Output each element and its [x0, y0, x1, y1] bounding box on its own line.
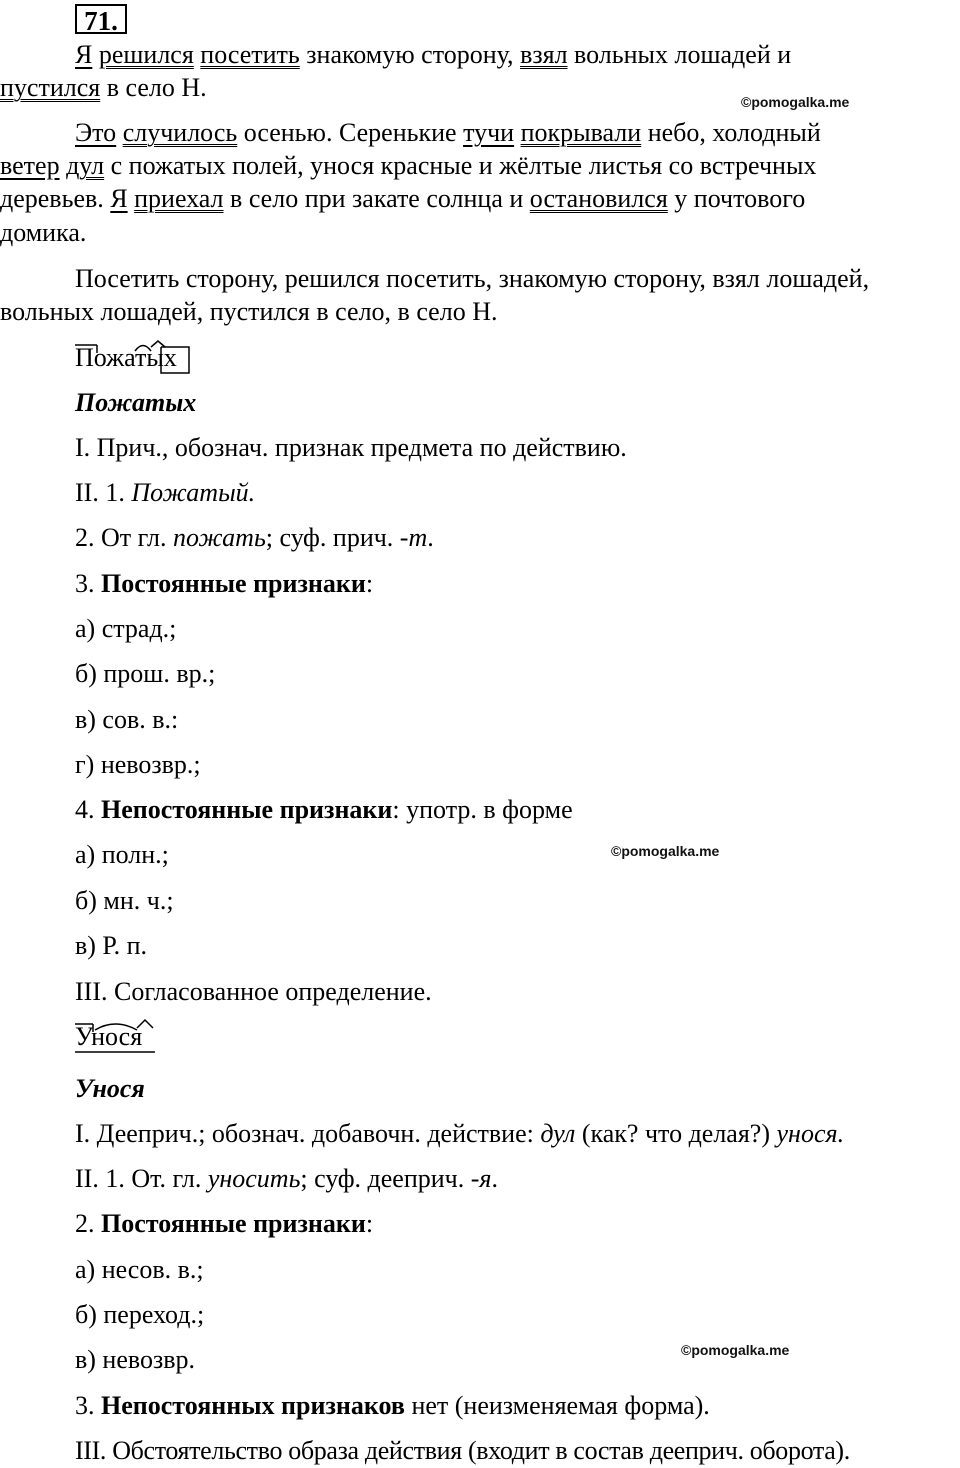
- word1-p7: в) сов. в.:: [75, 705, 179, 734]
- paragraph2-line3: [0, 184, 805, 214]
- text: в село Н.: [100, 73, 207, 102]
- text: II. 1. От. гл.: [75, 1164, 208, 1193]
- text: знакомую сторону,: [299, 40, 521, 69]
- text: :: [365, 1209, 374, 1238]
- word2-p8: III. Обстоятельство образа действия (входит в состав дееприч. оборота).: [75, 1436, 850, 1465]
- subject-word: Я: [75, 40, 93, 69]
- watermark: ©pomogalka.me: [741, 94, 850, 110]
- word2-p6: в) невозвр.: [75, 1345, 196, 1374]
- watermark: ©pomogalka.me: [611, 843, 720, 859]
- text: нет (неизменяемая форма).: [404, 1391, 710, 1420]
- paragraph1-line2: [0, 73, 207, 103]
- word2-heading: Унося: [75, 1074, 145, 1103]
- text: 2.: [75, 1209, 101, 1238]
- text: вольных лошадей и: [567, 40, 792, 69]
- word1-p4: [75, 569, 373, 599]
- word2-p3: [75, 1209, 373, 1239]
- text: :: [365, 569, 374, 598]
- subject-word: Я: [110, 184, 128, 213]
- word1-p3: [75, 523, 434, 553]
- predicate-word: решился: [98, 40, 194, 69]
- text: (как? что делая?): [575, 1119, 777, 1148]
- word1-p8: г) невозвр.;: [75, 750, 201, 779]
- word1-p9: [75, 795, 573, 825]
- word1-p12: в) Р. п.: [75, 931, 148, 960]
- paragraph2-line1: [75, 118, 821, 148]
- bold-text: Постоянные признаки: [101, 1209, 366, 1238]
- text: ; суф. дееприч. -: [300, 1164, 480, 1193]
- italic-text: дул: [540, 1119, 576, 1148]
- predicate-word: дул: [66, 151, 105, 180]
- word2-p2: [75, 1164, 498, 1194]
- morph-word: Пожатых: [75, 343, 177, 372]
- morphemic-parse-pozhatykh: [75, 343, 190, 377]
- text: .: [427, 523, 434, 552]
- text: 3.: [75, 1391, 101, 1420]
- text: с пожатых полей, унося красные и жёлтые листья со встречных: [104, 151, 817, 180]
- paragraph2-line2: [0, 151, 816, 181]
- word1-p11: б) мн. ч.;: [75, 886, 174, 915]
- predicate-word: пустился: [0, 73, 101, 102]
- italic-text: унося.: [776, 1119, 845, 1148]
- text: 2. От гл.: [75, 523, 173, 552]
- text: ; суф. прич. -: [265, 523, 409, 552]
- word2-p1: [75, 1119, 844, 1149]
- bold-text: Постоянные признаки: [101, 569, 366, 598]
- predicate-word: остановился: [529, 184, 668, 213]
- italic-text: пожать: [172, 523, 266, 552]
- italic-text: уносить: [207, 1164, 301, 1193]
- word2-p5: б) переход.;: [75, 1300, 205, 1329]
- watermark: ©pomogalka.me: [681, 1342, 790, 1358]
- word1-p10: а) полн.;: [75, 840, 169, 869]
- word1-p13: III. Согласованное определение.: [75, 977, 432, 1006]
- text: II. 1.: [75, 478, 132, 507]
- morphemic-parse-unosya: [75, 1022, 160, 1056]
- predicate-word: посетить: [200, 40, 300, 69]
- word1-heading: Пожатых: [75, 388, 197, 417]
- text: .: [491, 1164, 499, 1193]
- text: I. Дееприч.; обознач. добавочн. действие:: [75, 1119, 541, 1148]
- exercise-number: 71.: [75, 4, 127, 34]
- bold-text: Непостоянные признаки: [101, 795, 393, 824]
- morph-word: Унося: [75, 1022, 143, 1051]
- text: в село при закате солнца и: [223, 184, 530, 213]
- word2-p4: а) несов. в.;: [75, 1255, 204, 1284]
- text: осенью. Серенькие: [237, 118, 464, 147]
- predicate-word: покрывали: [520, 118, 642, 147]
- text: : употр. в форме: [392, 795, 573, 824]
- text: 4.: [75, 795, 101, 824]
- paragraph3-line2: вольных лошадей, пустился в село, в село Н.: [0, 297, 498, 326]
- italic-text: т: [408, 523, 428, 552]
- word1-p6: б) прош. вр.;: [75, 659, 216, 688]
- subject-word: Это: [75, 118, 117, 147]
- subject-word: тучи: [463, 118, 515, 147]
- text: 3.: [75, 569, 101, 598]
- text: у почтового: [667, 184, 806, 213]
- word1-p5: а) страд.;: [75, 614, 177, 643]
- word1-p1: I. Прич., обознач. признак предмета по действию.: [75, 433, 627, 462]
- predicate-word: взял: [520, 40, 568, 69]
- bold-text: Непостоянных признаков: [101, 1391, 405, 1420]
- text: небо, холодный: [641, 118, 821, 147]
- paragraph1-line1: [75, 40, 791, 70]
- text: деревьев.: [0, 184, 111, 213]
- word2-p7: [75, 1391, 710, 1421]
- word1-p2: [75, 478, 255, 508]
- paragraph2-line4: домика.: [0, 218, 87, 247]
- paragraph3-line1: Посетить сторону, решился посетить, знакомую сторону, взял лошадей,: [75, 264, 870, 293]
- predicate-word: случилось: [122, 118, 238, 147]
- italic-text: я: [479, 1164, 492, 1193]
- predicate-word: приехал: [134, 184, 224, 213]
- italic-text: Пожатый.: [131, 478, 256, 507]
- subject-word: ветер: [0, 151, 60, 180]
